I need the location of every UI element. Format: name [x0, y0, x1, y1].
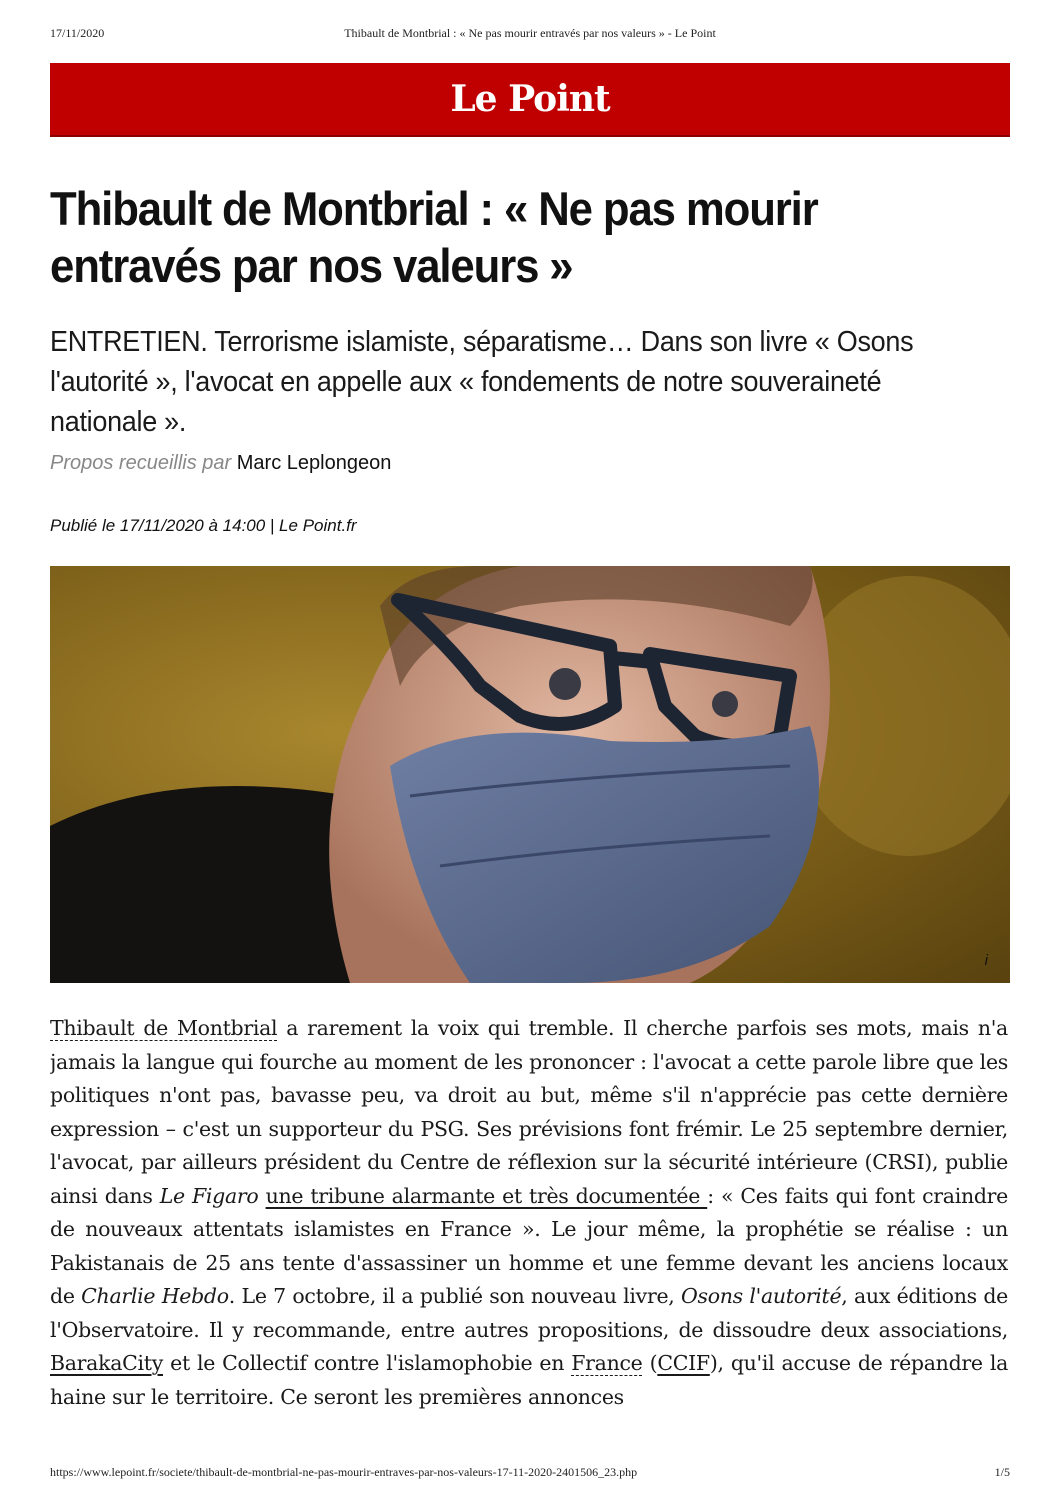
byline-label: Propos recueillis par [50, 452, 232, 474]
photo-info-icon[interactable]: i [984, 952, 988, 969]
link-france[interactable]: France [571, 1351, 643, 1375]
byline [50, 452, 391, 475]
link-barakacity[interactable]: BarakaCity [50, 1351, 164, 1375]
page-number: 1/5 [994, 1465, 1010, 1479]
author-name[interactable]: Marc Leplongeon [236, 452, 392, 474]
brand-bar [50, 63, 1010, 137]
link-thibault-de-montbrial[interactable]: Thibault de Montbrial [50, 1016, 278, 1040]
article-standfirst: ENTRETIEN. Terrorisme islamiste, séparatisme… Dans son livre « Osons l'autorité », l'avocat en appelle aux « fondements de notre souveraineté nationale ». [50, 326, 914, 438]
article-headline: Thibault de Montbrial : « Ne pas mourir entravés par nos valeurs » [50, 182, 818, 292]
publication-date: Publié le 17/11/2020 à 14:00 | Le Point.fr [50, 516, 357, 535]
link-ccif[interactable]: CCIF [657, 1351, 710, 1375]
article-photo [50, 566, 1010, 983]
page-url: https://www.lepoint.fr/societe/thibault-de-montbrial-ne-pas-mourir-entraves-par-nos-valeurs-17-11-2020-2401506_23.php [50, 1465, 638, 1479]
print-page-title: Thibault de Montbrial : « Ne pas mourir entravés par nos valeurs » - Le Point [344, 26, 716, 40]
article-body: Thibault de Montbrial a rarement la voix qui tremble. Il cherche parfois ses mots, mais n'a jamais la langue qui fourche au moment de les prononcer : l'avocat a cette parole libre que les politiques n'ont pas, bavasse peu, va droit au but, même s'il n'apprécie pas cette dernière expression – c'est un supporteur du PSG. Ses prévisions font frémir. Le 25 septembre dernier, l'avocat, par ailleurs président du Centre de réflexion sur la sécurité intérieure (CRSI), publie ainsi dans Le Figaro une tribune alarmante et très documentée : « Ces faits qui font craindre de nouveaux attentats islamistes en France ». Le jour même, la prophétie se réalise : un Pakistanais de 25 ans tente d'assassiner un homme et une femme devant les anciens locaux de Charlie Hebdo. Le 7 octobre, il a publié son nouveau livre, Osons l'autorité, aux éditions de l'Observatoire. Il y recommande, entre autres propositions, de dissoudre deux associations, BarakaCity et le Collectif contre l'islamophobie en France (CCIF), qu'il accuse de répandre la haine sur le territoire. Ce seront les premières annonces [50, 1016, 1008, 1409]
print-date: 17/11/2020 [50, 26, 105, 40]
le-point-logo[interactable]: Le Point [450, 78, 610, 120]
portrait-illustration [50, 566, 1010, 983]
link-tribune[interactable]: une tribune alarmante et très documentée [265, 1183, 708, 1208]
